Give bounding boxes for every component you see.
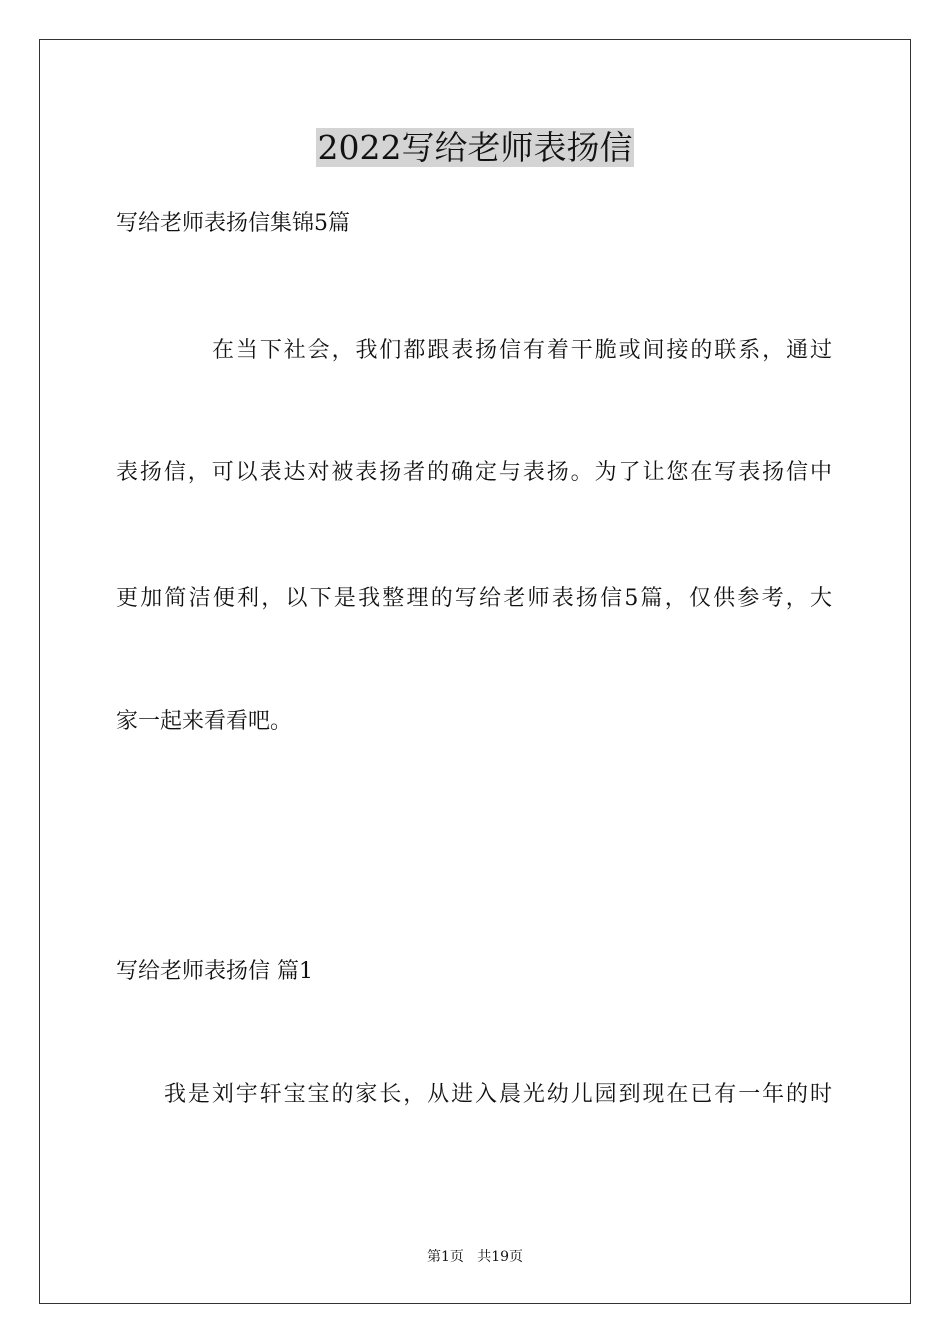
section-heading: 写给老师表扬信 篇1	[116, 959, 313, 984]
intro-paragraph-line-4: 家一起来看看吧。	[116, 709, 293, 734]
intro-paragraph-line-2: 表扬信，可以表达对被表扬者的确定与表扬。为了让您在写表扬信中	[116, 460, 832, 485]
document-title	[0, 125, 950, 171]
page-indicator: 第1页 共19页	[426, 1249, 524, 1265]
document-title-text: 2022写给老师表扬信	[317, 128, 633, 167]
document-subtitle: 写给老师表扬信集锦5篇	[116, 211, 350, 236]
intro-paragraph-line-3: 更加简洁便利，以下是我整理的写给老师表扬信5篇，仅供参考，大	[116, 586, 832, 611]
section-paragraph-line-1: 我是刘宇轩宝宝的家长，从进入晨光幼儿园到现在已有一年的时	[164, 1082, 832, 1107]
intro-paragraph-line-1: 在当下社会，我们都跟表扬信有着干脆或间接的联系，通过	[212, 338, 832, 363]
